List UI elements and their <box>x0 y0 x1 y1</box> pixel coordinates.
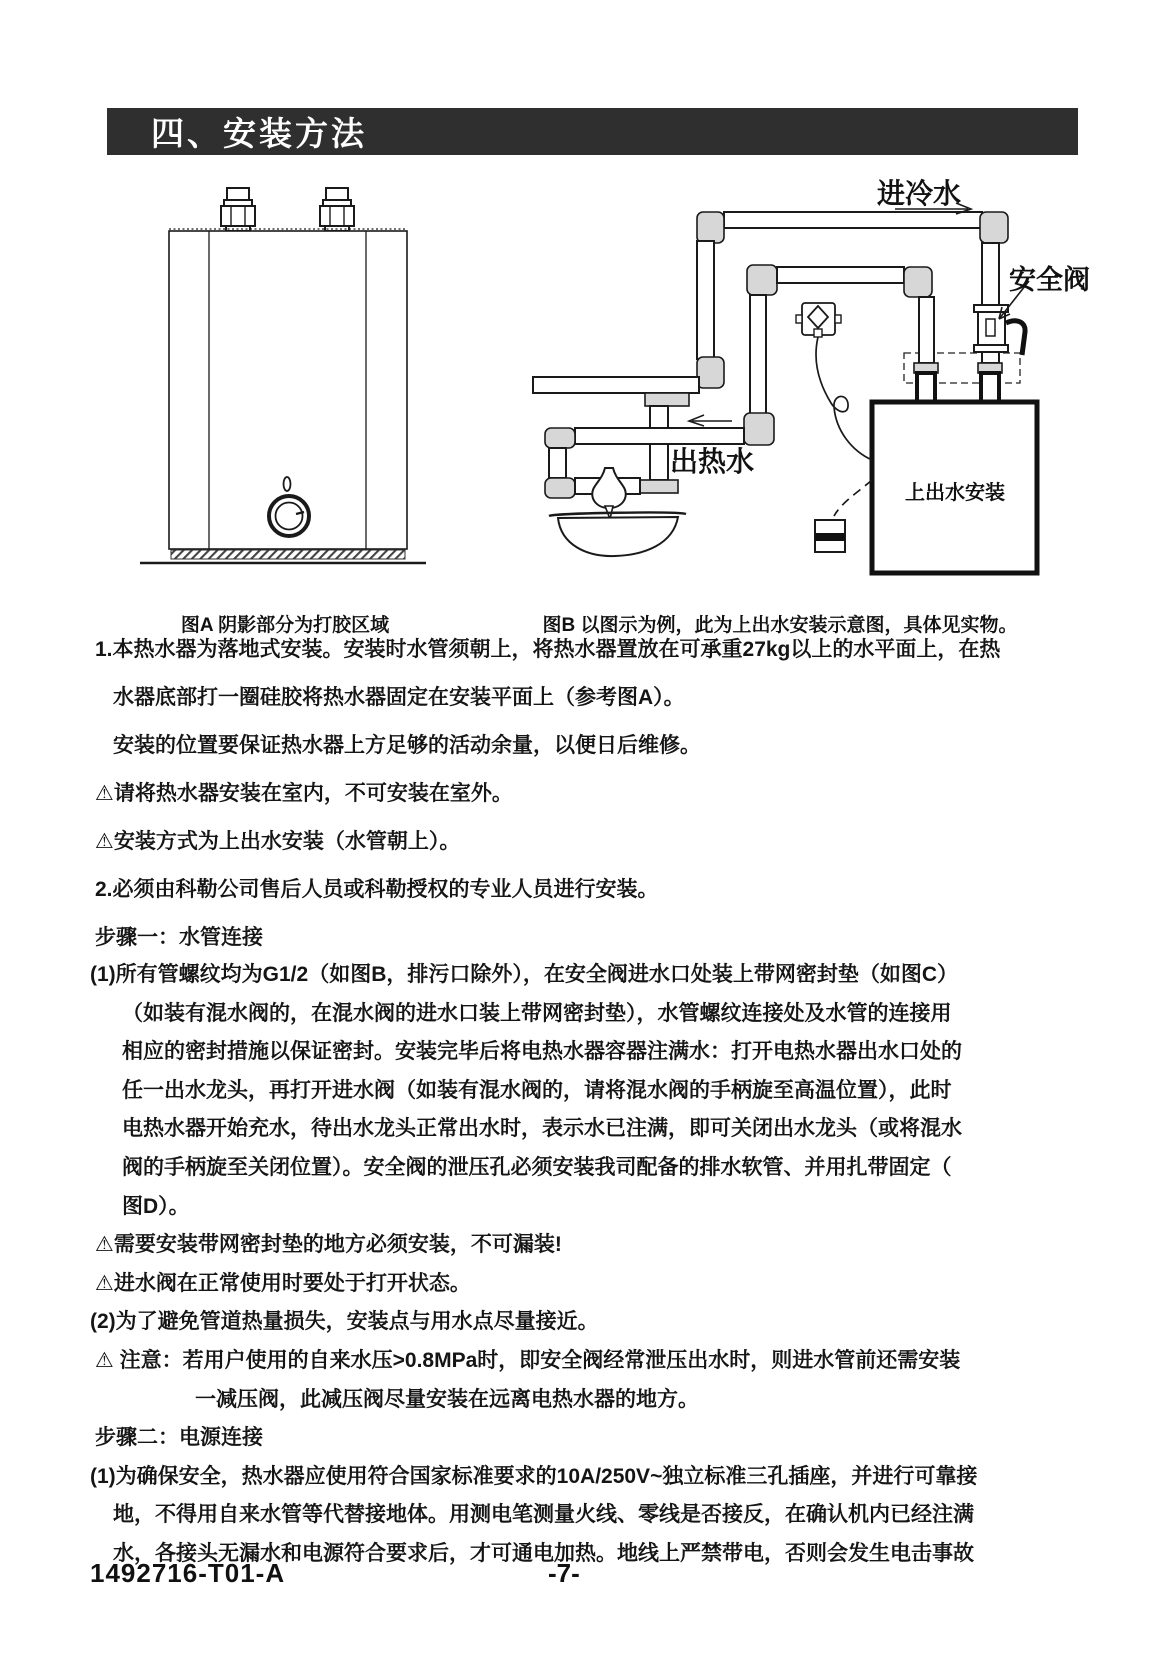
text-line: 图D）。 <box>122 1194 190 1218</box>
dashed-cord-path <box>834 480 872 516</box>
water-heater-front-drawing <box>140 168 430 568</box>
hot-flow-arrow <box>689 415 732 426</box>
text-line: 一减压阀，此减压阀尽量安装在远离电热水器的地方。 <box>195 1387 699 1411</box>
text-line-warning: ⚠需要安装带网密封垫的地方必须安装，不可漏装! <box>95 1233 562 1257</box>
text-line: (2)为了避免管道热量损失，安装点与用水点尽量接近。 <box>90 1310 599 1334</box>
text-line: （如装有混水阀的，在混水阀的进水口装上带网密封垫），水管螺纹连接处及水管的连接用 <box>122 1001 952 1025</box>
figure-b <box>525 163 1095 603</box>
text-line: 阀的手柄旋至关闭位置）。安全阀的泄压孔必须安装我司配备的排水软管、并用扎带固定（ <box>122 1155 952 1179</box>
text-line-warning: ⚠ 注意：若用户使用的自来水压>0.8MPa时，即安全阀经常泄压出水时，则进水管前还需安装 <box>95 1348 961 1372</box>
text-line: 水，各接头无漏水和电源符合要求后，才可通电加热。地线上严禁带电，否则会发生电击事故 <box>113 1541 974 1565</box>
step-heading: 步骤二：电源连接 <box>95 1426 263 1450</box>
instructions-section-2 <box>90 961 1090 1579</box>
text-line: 地，不得用自来水管等代替接地体。用测电笔测量火线、零线是否接反，在确认机内已经注满 <box>113 1503 974 1527</box>
text-line: 安装的位置要保证热水器上方足够的活动余量，以便日后维修。 <box>113 734 701 757</box>
safety-valve-label: 安全阀 <box>1009 265 1090 295</box>
text-line: 电热水器开始充水，待出水龙头正常出水时，表示水已注满，即可关闭出水龙头（或将混水 <box>122 1117 962 1141</box>
faucet <box>592 468 625 519</box>
heater-box-label: 上出水安装 <box>905 482 1005 504</box>
wall-mixer-valve <box>796 303 841 337</box>
text-line: (1)所有管螺纹均为G1/2（如图B，排污口除外），在安全阀进水口处装上带网密封垫（如图C） <box>90 963 959 986</box>
text-line: 任一出水龙头，再打开进水阀（如装有混水阀的，请将混水阀的手柄旋至高温位置），此时 <box>122 1078 952 1102</box>
glue-area-hatch <box>140 550 426 563</box>
text-line-warning: ⚠安装方式为上出水安装（水管朝上）。 <box>95 830 461 853</box>
left-pipe-fitting <box>221 188 255 231</box>
section-title: 四、安装方法 <box>151 115 367 152</box>
safety-valve <box>974 305 1025 355</box>
text-line: 1.本热水器为落地式安装。安装时水管须朝上，将热水器置放在可承重27kg以上的水平面上，在热 <box>95 638 1001 661</box>
text-line-warning: ⚠请将热水器安装在室内，不可安装在室外。 <box>95 782 513 805</box>
installation-pipe-diagram <box>525 163 1095 603</box>
step-heading: 步骤一：水管连接 <box>95 926 263 949</box>
power-cord <box>816 337 872 460</box>
power-plug <box>815 520 845 552</box>
cold-water-in-label: 进冷水 <box>877 178 962 209</box>
right-pipe-fitting <box>320 188 354 231</box>
text-line: (1)为确保安全，热水器应使用符合国家标准要求的10A/250V~独立标准三孔插座，并进行可靠接 <box>90 1464 978 1488</box>
figure-a-caption: 图A 阴影部分为打胶区域 <box>180 615 390 636</box>
text-line: 水器底部打一圈硅胶将热水器固定在安装平面上（参考图A）。 <box>113 686 685 709</box>
page-number: -7- <box>548 1558 580 1588</box>
text-line: 2.必须由科勒公司售后人员或科勒授权的专业人员进行安装。 <box>95 878 659 901</box>
document-code: 1492716-T01-A <box>90 1558 286 1588</box>
section-header-bar <box>107 108 1078 155</box>
text-line-warning: ⚠进水阀在正常使用时要处于打开状态。 <box>95 1271 471 1295</box>
text-line: 相应的密封措施以保证密封。安装完毕后将电热水器容器注满水：打开电热水器出水口处的 <box>122 1040 962 1064</box>
instructions-section-1 <box>90 636 1090 972</box>
hot-water-out-label: 出热水 <box>670 446 755 477</box>
figure-a <box>140 168 430 568</box>
heater-inlet-outlet <box>914 363 1002 402</box>
figure-b-caption: 图B 以图示为例，此为上出水安装示意图，具体见实物。 <box>542 615 1018 636</box>
basin <box>549 513 686 557</box>
